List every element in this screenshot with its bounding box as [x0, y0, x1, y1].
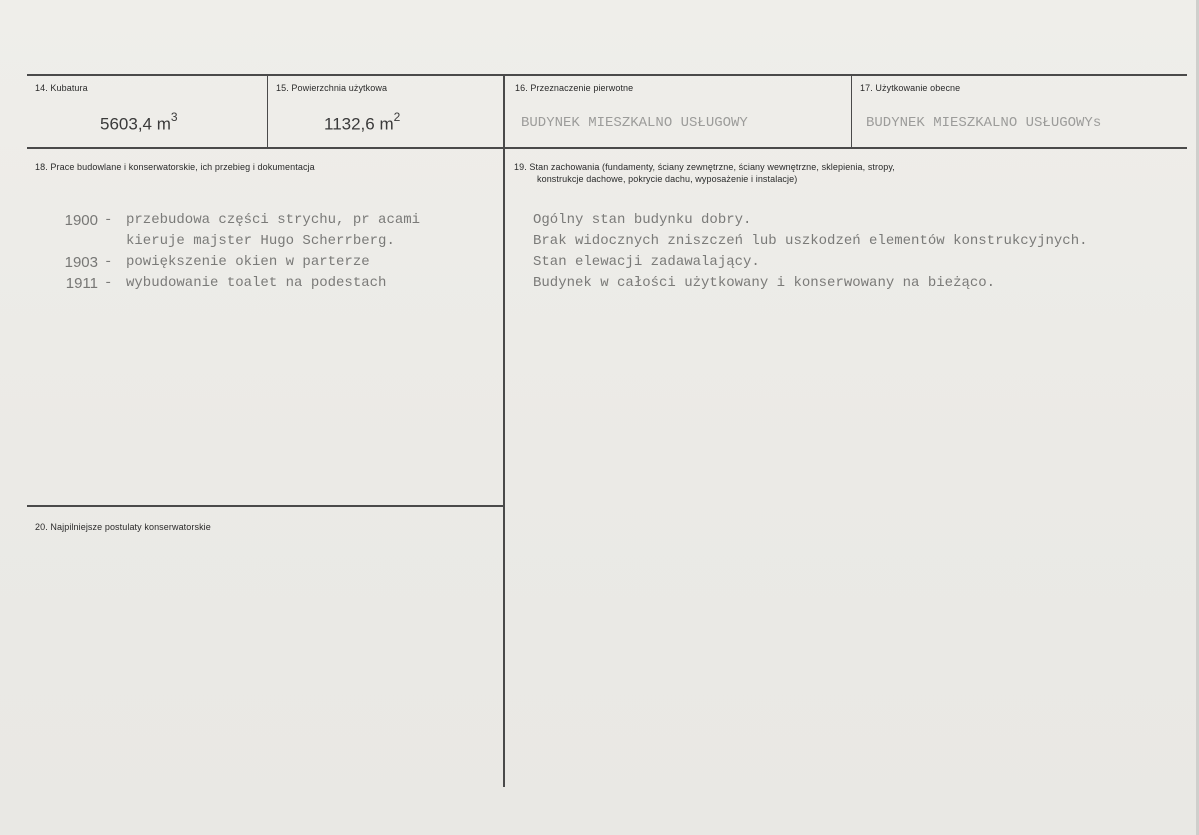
kubatura-number: 5603,4 m: [100, 114, 171, 134]
kubatura-unit-exponent: 3: [170, 110, 178, 124]
divider-16-17: [851, 75, 852, 148]
list-item: [58, 252, 420, 273]
work-year: 1900: [64, 212, 98, 229]
kubatura-value: [100, 112, 178, 135]
work-dash: [104, 231, 126, 252]
list-item: [58, 210, 420, 231]
section-18-bottom-rule: [27, 505, 504, 507]
header-bottom-rule: [27, 147, 1187, 149]
top-rule: [27, 74, 1187, 76]
przeznaczenie-label: 16. Przeznaczenie pierwotne: [515, 83, 634, 93]
divider-14-15: [267, 75, 268, 148]
powierzchnia-number: 1132,6 m: [324, 114, 394, 134]
stan-label-line1: 19. Stan zachowania (fundamenty, ściany zewnętrzne, ściany wewnętrzne, sklepienia, stropy,: [514, 162, 895, 172]
work-year: 1911: [65, 275, 98, 292]
work-text: powiększenie okien w parterze: [126, 254, 370, 270]
main-vertical-divider: [503, 75, 505, 787]
work-text: kieruje majster Hugo Scherrberg.: [126, 233, 395, 249]
powierzchnia-unit-exponent: 2: [393, 110, 401, 124]
przeznaczenie-value: BUDYNEK MIESZKALNO USŁUGOWY: [521, 115, 748, 131]
condition-line: Brak widocznych zniszczeń lub uszkodzeń elementów konstrukcyjnych.: [533, 233, 1088, 249]
stan-text: [533, 210, 1088, 294]
postulaty-label: 20. Najpilniejsze postulaty konserwatorskie: [35, 522, 211, 532]
prace-label: 18. Prace budowlane i konserwatorskie, ich przebieg i dokumentacja: [35, 162, 315, 172]
work-year: [58, 231, 98, 252]
condition-line: Budynek w całości użytkowany i konserwowany na bieżąco.: [533, 275, 996, 291]
work-text: wybudowanie toalet na podestach: [126, 275, 387, 291]
stan-label-line2: konstrukcje dachowe, pokrycie dachu, wyposażenie i instalacje): [537, 174, 798, 184]
list-item: [58, 231, 420, 252]
uzytkowanie-label: 17. Użytkowanie obecne: [860, 83, 961, 93]
prace-entries: [58, 210, 420, 294]
kubatura-label: 14. Kubatura: [35, 83, 88, 93]
powierzchnia-label: 15. Powierzchnia użytkowa: [276, 83, 388, 93]
powierzchnia-value: [324, 112, 400, 135]
work-year: 1903: [64, 254, 98, 271]
work-text: przebudowa części strychu, pr acami: [126, 212, 421, 228]
uzytkowanie-value: BUDYNEK MIESZKALNO USŁUGOWYs: [866, 115, 1102, 131]
work-dash: -: [104, 254, 113, 270]
work-dash: -: [104, 212, 113, 228]
condition-line: Ogólny stan budynku dobry.: [533, 212, 752, 228]
work-dash: -: [104, 275, 113, 291]
list-item: [58, 273, 420, 294]
condition-line: Stan elewacji zadawalający.: [533, 254, 760, 270]
